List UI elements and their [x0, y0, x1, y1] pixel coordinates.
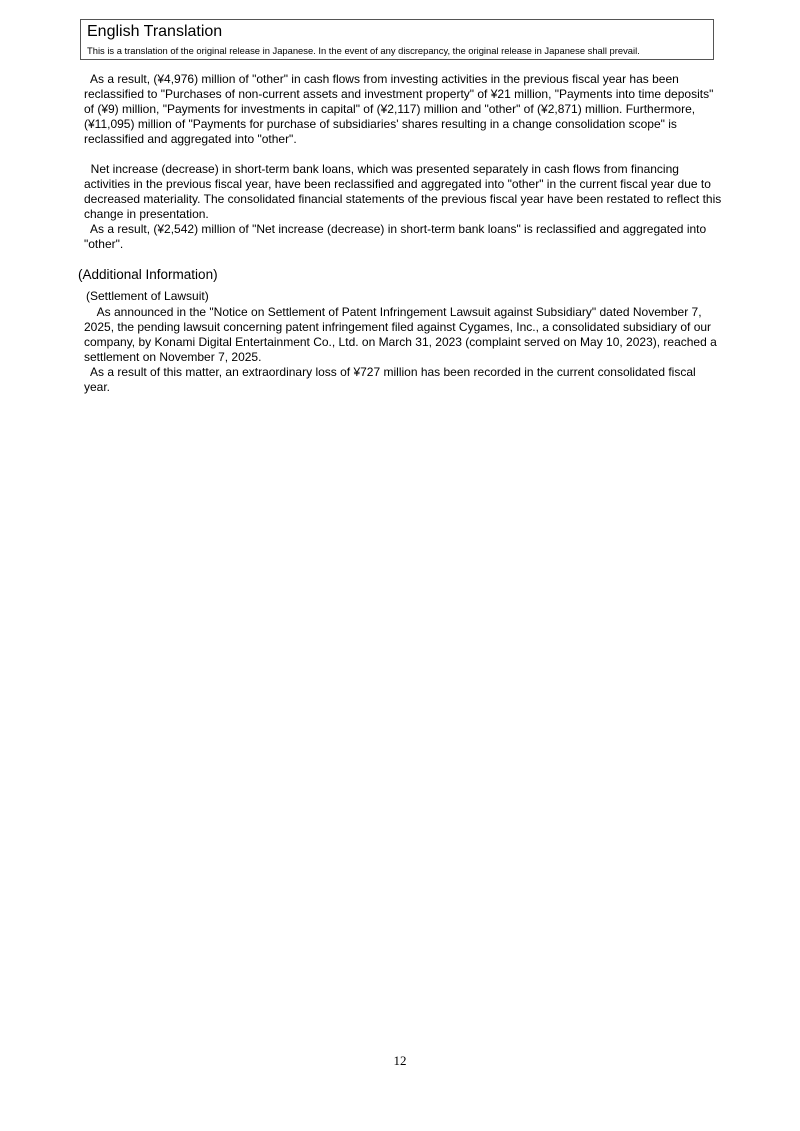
- financing-reclassification-paragraph: [84, 162, 734, 252]
- text-line: company, by Konami Digital Entertainment Co., Ltd. on March 31, 2023 (complaint served on May 10, 2023), reached a: [84, 335, 717, 349]
- lawsuit-settlement-paragraph: [84, 305, 734, 395]
- text-line: change in presentation.: [84, 207, 209, 221]
- text-line: Net increase (decrease) in short-term bank loans, which was presented separately in cash flows from financing: [84, 162, 679, 176]
- banner-disclaimer: This is a translation of the original release in Japanese. In the event of any discrepancy, the original release in Japanese shall prevail.: [87, 45, 640, 56]
- text-line: As a result, (¥4,976) million of "other" in cash flows from investing activities in the previous fiscal year has been: [84, 72, 679, 86]
- banner-title: English Translation: [87, 23, 223, 40]
- text-line: year.: [84, 380, 111, 394]
- text-line: settlement on November 7, 2025.: [84, 350, 262, 364]
- text-line: "other".: [84, 237, 124, 251]
- text-line: reclassified to "Purchases of non-current assets and investment property" of ¥21 million, "Payments into time deposits": [84, 87, 714, 101]
- text-line: As announced in the "Notice on Settlement of Patent Infringement Lawsuit against Subsidiary" dated November 7,: [84, 305, 702, 319]
- text-line: activities in the previous fiscal year, have been reclassified and aggregated into "other" in the current fiscal year due to: [84, 177, 711, 191]
- additional-information-heading: (Additional Information): [78, 267, 218, 282]
- page-number: 12: [393, 1053, 407, 1068]
- text-line: As a result, (¥2,542) million of "Net increase (decrease) in short-term bank loans" is reclassified and aggregated into: [84, 222, 707, 236]
- translation-banner: [80, 19, 714, 60]
- text-line: (¥11,095) million of "Payments for purchase of subsidiaries' shares resulting in a change consolidation scope" is: [84, 117, 677, 131]
- text-line: 2025, the pending lawsuit concerning patent infringement filed against Cygames, Inc., a consolidated subsidiary of our: [84, 320, 712, 334]
- text-line: of (¥9) million, "Payments for investments in capital" of (¥2,117) million and "other" of (¥2,871) million. Furthermore,: [84, 102, 696, 116]
- settlement-of-lawsuit-subheading: (Settlement of Lawsuit): [86, 289, 209, 303]
- investing-reclassification-paragraph: [84, 72, 734, 147]
- text-line: As a result of this matter, an extraordinary loss of ¥727 million has been recorded in the current consolidated fiscal: [84, 365, 696, 379]
- text-line: reclassified and aggregated into "other".: [84, 132, 297, 146]
- text-line: decreased materiality. The consolidated financial statements of the previous fiscal year have been restated to reflect this: [84, 192, 722, 206]
